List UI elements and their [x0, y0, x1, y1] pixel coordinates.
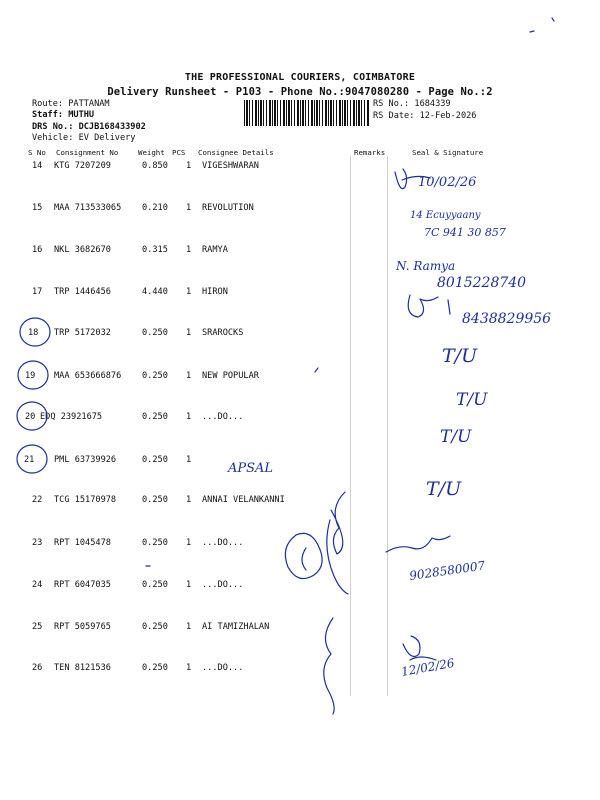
- col-remarks: Remarks: [354, 148, 386, 157]
- drs-number: DRS No.: DCJB168433902: [32, 122, 146, 132]
- signature-scribble: [327, 492, 348, 594]
- row-sno: 21: [24, 455, 35, 465]
- rs-number: RS No.: 1684339: [373, 99, 451, 109]
- row-sno: 14: [32, 161, 43, 171]
- row-weight: 0.250: [142, 328, 168, 338]
- row-sno: 16: [32, 245, 43, 255]
- col-seal: Seal & Signature: [412, 148, 484, 157]
- row-consignment: KTG 7207209: [54, 161, 111, 171]
- col-consignment: Consignment No: [56, 148, 119, 157]
- row-pcs: 1: [186, 412, 192, 422]
- row-pcs: 1: [186, 287, 192, 297]
- sno-circle-mark: [17, 445, 47, 473]
- row-consignment: MAA 713533065: [54, 203, 122, 213]
- row-pcs: 1: [186, 622, 192, 632]
- hw-row19-mark: T/U: [456, 390, 488, 410]
- hw-row16-name: N. Ramya: [396, 259, 456, 273]
- sno-circle-mark: [17, 402, 47, 430]
- row-weight: 4.440: [142, 287, 168, 297]
- row-consignee: AI TAMIZHALAN: [202, 622, 270, 632]
- row-consignee: ANNAI VELANKANNI: [202, 495, 285, 505]
- row-consignee: NEW POPULAR: [202, 371, 259, 381]
- row-pcs: 1: [186, 245, 192, 255]
- hw-row16-phone: 8015228740: [437, 275, 527, 291]
- hw-row22-mark: T/U: [426, 478, 462, 500]
- row-weight: 0.250: [142, 412, 168, 422]
- ink-speck: [315, 368, 318, 372]
- row-consignment: TCG 15170978: [54, 495, 117, 505]
- row-sno: 19: [25, 371, 36, 381]
- row-consignment: MAA 653666876: [54, 371, 122, 381]
- hw-row15-note: 14 Ecuyyaany: [410, 210, 481, 221]
- row-consignment: RPT 1045478: [54, 538, 111, 548]
- route-text: Route: PATTANAM: [32, 99, 110, 109]
- hw-row21-name: APSAL: [228, 461, 274, 476]
- hw-row17-phone: 8438829956: [462, 311, 552, 327]
- row-sno: 24: [32, 580, 43, 590]
- signature-scribble: [408, 295, 450, 317]
- row-pcs: 1: [186, 580, 192, 590]
- row-weight: 0.250: [142, 580, 168, 590]
- row-weight: 0.250: [142, 495, 168, 505]
- row-consignee: ...DO...: [202, 538, 244, 548]
- signature-scribble: [324, 618, 334, 714]
- ink-speck: [552, 18, 554, 21]
- col-consignee: Consignee Details: [198, 148, 274, 157]
- signature-scribble: [403, 636, 436, 660]
- ink-speck: [530, 31, 534, 32]
- row-weight: 0.250: [142, 622, 168, 632]
- row-consignee: VIGESHWARAN: [202, 161, 259, 171]
- row-sno: 23: [32, 538, 43, 548]
- row-sno: 15: [32, 203, 43, 213]
- row-pcs: 1: [186, 663, 192, 673]
- sno-circle-mark: [18, 361, 48, 389]
- row-sno: 26: [32, 663, 43, 673]
- hw-row26-date: 12/02/26: [400, 655, 456, 679]
- row-weight: 0.850: [142, 161, 168, 171]
- row-consignee: ...DO...: [202, 412, 244, 422]
- col-weight: Weight: [138, 148, 165, 157]
- staff-text: Staff: MUTHU: [32, 110, 95, 120]
- hw-row14-date: 10/02/26: [418, 175, 477, 190]
- row-consignment: TRP 1446456: [54, 287, 111, 297]
- row-consignee: RAMYA: [202, 245, 228, 255]
- row-consignee: HIRON: [202, 287, 228, 297]
- row-consignment: PML 63739926: [54, 455, 117, 465]
- row-weight: 0.250: [142, 663, 168, 673]
- hw-row18-mark: T/U: [442, 345, 478, 367]
- row-weight: 0.250: [142, 538, 168, 548]
- col-pcs: PCS: [172, 148, 186, 157]
- row-pcs: 1: [186, 455, 192, 465]
- row-consignment: TRP 5172032: [54, 328, 111, 338]
- row-sno: 17: [32, 287, 43, 297]
- hw-row15-phone: 7C 941 30 857: [424, 226, 506, 239]
- row-pcs: 1: [186, 371, 192, 381]
- col-sno: S No: [28, 148, 46, 157]
- vehicle-text: Vehicle: EV Delivery: [32, 133, 136, 143]
- row-consignment: NKL 3682670: [54, 245, 111, 255]
- row-weight: 0.250: [142, 371, 168, 381]
- row-consignment: RPT 6047035: [54, 580, 111, 590]
- hw-row20-mark: T/U: [440, 427, 472, 447]
- row-sno: 18: [28, 328, 39, 338]
- row-sno: 20: [25, 412, 36, 422]
- row-weight: 0.315: [142, 245, 168, 255]
- company-title: THE PROFESSIONAL COURIERS, COIMBATORE: [184, 72, 416, 83]
- row-pcs: 1: [186, 538, 192, 548]
- row-pcs: 1: [186, 161, 192, 171]
- signature-scribble: [386, 536, 450, 552]
- row-consignee: ...DO...: [202, 663, 244, 673]
- row-pcs: 1: [186, 495, 192, 505]
- hw-row23-phone: 9028580007: [408, 558, 487, 583]
- row-sno: 25: [32, 622, 43, 632]
- row-consignee: ...DO...: [202, 580, 244, 590]
- rs-date: RS Date: 12-Feb-2026: [373, 111, 477, 121]
- sno-circle-mark: [20, 318, 50, 346]
- row-consignment: RPT 5059765: [54, 622, 111, 632]
- row-pcs: 1: [186, 328, 192, 338]
- runsheet-title: Delivery Runsheet - P103 - Phone No.:9047080280 - Page No.:2: [107, 86, 493, 98]
- row-pcs: 1: [186, 203, 192, 213]
- row-sno: 22: [32, 495, 43, 505]
- row-consignee: REVOLUTION: [202, 203, 254, 213]
- signature-scribble: [285, 533, 322, 578]
- row-weight: 0.250: [142, 455, 168, 465]
- row-consignee: SRAROCKS: [202, 328, 244, 338]
- row-consignment: TEN 8121536: [54, 663, 111, 673]
- row-consignment: EDQ 23921675: [40, 412, 103, 422]
- row-weight: 0.210: [142, 203, 168, 213]
